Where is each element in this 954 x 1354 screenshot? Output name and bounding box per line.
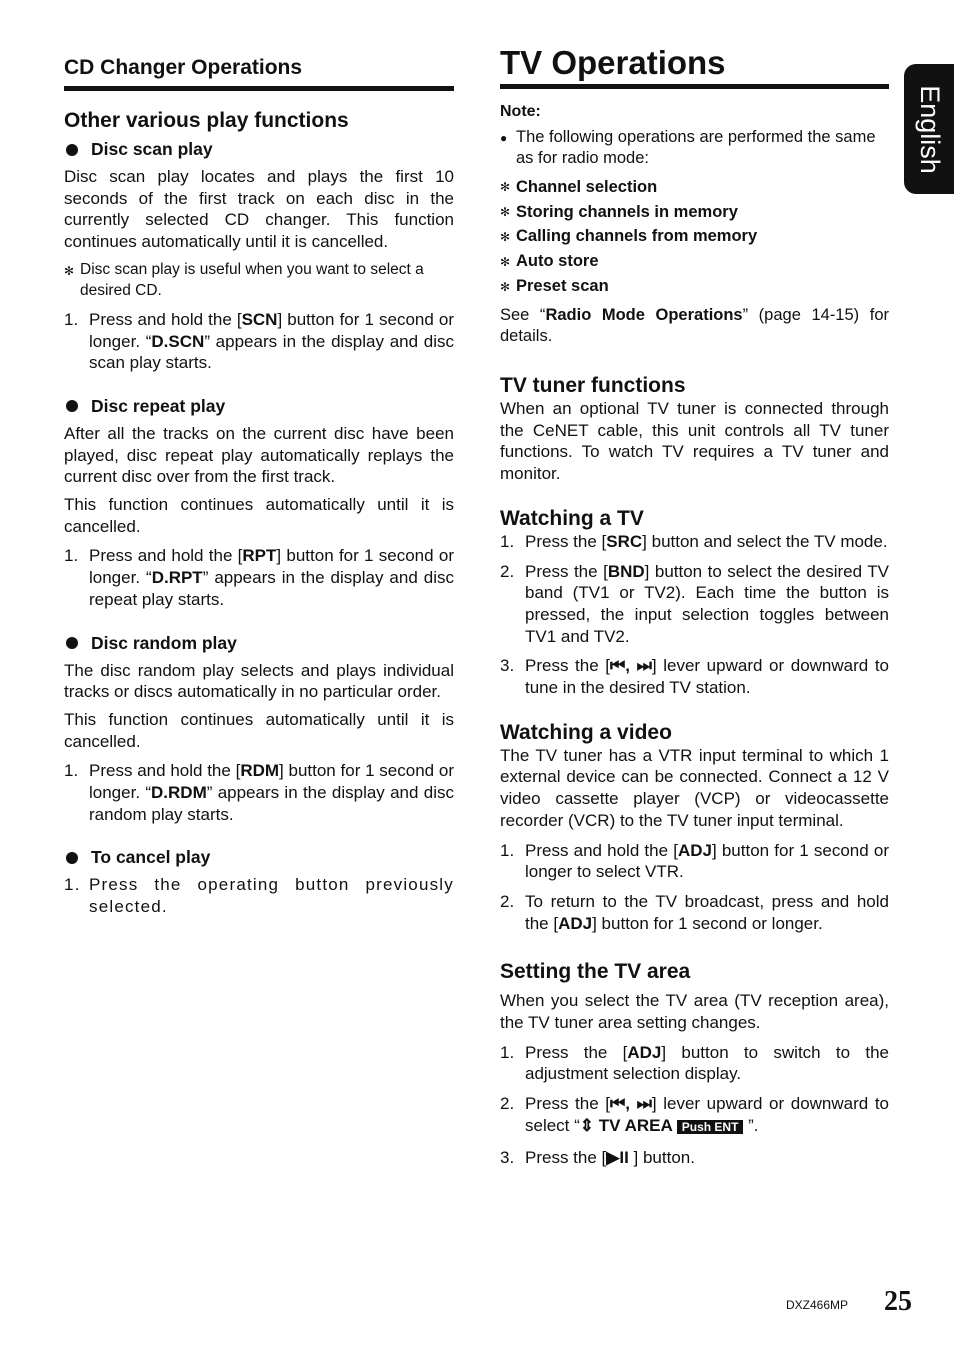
tv-tuner-body: When an optional TV tuner is connected through the CeNET cable, this unit controls all TV tuner functions. To watch TV requires a TV tuner and monitor. — [500, 398, 889, 484]
bullet-icon — [66, 144, 78, 156]
bullet-icon — [66, 637, 78, 649]
disc-repeat-body-2: This function continues automatically until it is cancelled. — [64, 495, 454, 536]
disc-scan-step: 1. Press and hold the [SCN] button for 1 second or longer. “D.SCN” appears in the display and disc scan play starts. — [64, 309, 454, 373]
right-column — [500, 44, 889, 1168]
disc-repeat-body-1: After all the tracks on the current disc have been played, disc repeat play automatically replays the current disc over from the first track. — [64, 423, 454, 487]
watching-video-step-1: 1. Press and hold the [ADJ] button for 1 second or longer to select VTR. — [500, 840, 889, 882]
cancel-play-heading: To cancel play — [64, 847, 454, 868]
note-item: ✻ Channel selection — [500, 177, 658, 196]
asterisk-icon: ✻ — [500, 205, 511, 220]
setting-tv-area-step-2: 2. Press the [⏮, ⏭] lever upward or downward to select “⇕ TV AREA Push ENT ”. — [500, 1094, 889, 1135]
play-pause-icon: ▶II — [606, 1147, 629, 1167]
watching-tv-step-3: 3. Press the [⏮, ⏭] lever upward or downward to tune in the desired TV station. — [500, 656, 889, 698]
setting-tv-area-step-3: 3. Press the [▶II ] button. — [500, 1147, 695, 1167]
note-item: ✻ Auto store — [500, 252, 599, 271]
watching-tv-heading: Watching a TV — [500, 506, 644, 530]
watching-tv-step-2: 2. Press the [BND] button to select the desired TV band (TV1 or TV2). Each time the button is pressed, the input selection toggles between TV1 and TV2. — [500, 561, 890, 646]
heading-other-functions: Other various play functions — [64, 109, 349, 132]
prev-next-icon: ⏮, ⏭ — [610, 1094, 652, 1114]
disc-repeat-heading: Disc repeat play — [64, 396, 454, 417]
bullet-icon — [66, 400, 78, 412]
model-number: DXZ466MP — [786, 1298, 849, 1312]
push-ent-badge: Push ENT — [677, 1120, 744, 1134]
prev-next-icon: ⏮, ⏭ — [610, 656, 652, 676]
disc-scan-note: ✻ Disc scan play is useful when you want to select a desired CD. — [64, 260, 424, 299]
asterisk-icon: ✻ — [64, 263, 75, 278]
cancel-play-step: 1. Press the operating button previously selected. — [64, 875, 454, 917]
note-item: ✻ Calling channels from memory — [500, 227, 758, 246]
asterisk-icon: ✻ — [500, 180, 511, 195]
disc-repeat-step: 1. Press and hold the [RPT] button for 1 second or longer. “D.RPT” appears in the display and disc repeat play starts. — [64, 546, 454, 609]
disc-scan-body: Disc scan play locates and plays the first 10 seconds of the first track on each disc in the currently selected CD changer. This function continues automatically until it is cancelled. — [64, 167, 454, 252]
note-label: Note: — [500, 103, 541, 120]
section-title: CD Changer Operations — [64, 56, 454, 91]
setting-tv-area-step-1: 1. Press the [ADJ] button to switch to the adjustment selection display. — [500, 1042, 889, 1084]
note-items-list — [500, 175, 889, 299]
tv-tuner-heading: TV tuner functions — [500, 373, 686, 397]
asterisk-icon: ✻ — [500, 279, 511, 294]
setting-tv-area-heading: Setting the TV area — [500, 960, 691, 984]
note-item: ✻ Preset scan — [500, 277, 609, 296]
setting-tv-area-body: When you select the TV area (TV reception area), the TV tuner area setting changes. — [500, 991, 889, 1033]
note-item: ✻ Storing channels in memory — [500, 202, 738, 221]
page-number: 25 — [884, 1286, 912, 1317]
disc-random-heading: Disc random play — [64, 633, 454, 654]
asterisk-icon: ✻ — [500, 254, 511, 269]
watching-video-heading: Watching a video — [500, 720, 672, 744]
watching-video-step-2: 2. To return to the TV broadcast, press and hold the [ADJ] button for 1 second or longer. — [500, 891, 889, 933]
page-title: TV Operations — [500, 44, 889, 89]
bullet-icon: ● — [500, 131, 508, 145]
disc-random-body-1: The disc random play selects and plays individual tracks or discs automatically in no particular order. — [64, 660, 454, 702]
disc-random-step: 1. Press and hold the [RDM] button for 1 second or longer. “D.RDM” appears in the display and disc random play starts. — [64, 761, 455, 824]
disc-scan-heading: Disc scan play — [64, 139, 454, 160]
watching-tv-step-1: 1. Press the [SRC] button and select the TV mode. — [500, 531, 888, 551]
bullet-icon — [66, 852, 78, 864]
see-reference: See “Radio Mode Operations” (page 14-15) for details. — [500, 305, 889, 346]
left-column — [64, 56, 454, 918]
note-bullet: ● The following operations are performed the same as for radio mode: — [500, 128, 876, 167]
language-tab: English — [904, 64, 954, 194]
disc-random-body-2: This function continues automatically until it is cancelled. — [64, 709, 454, 751]
asterisk-icon: ✻ — [500, 229, 511, 244]
watching-video-body: The TV tuner has a VTR input terminal to which 1 external device can be connected. Connect a 12 V video cassette player (VCP) or videocassette recorder (VCR) to the TV tuner input terminal. — [500, 745, 889, 830]
